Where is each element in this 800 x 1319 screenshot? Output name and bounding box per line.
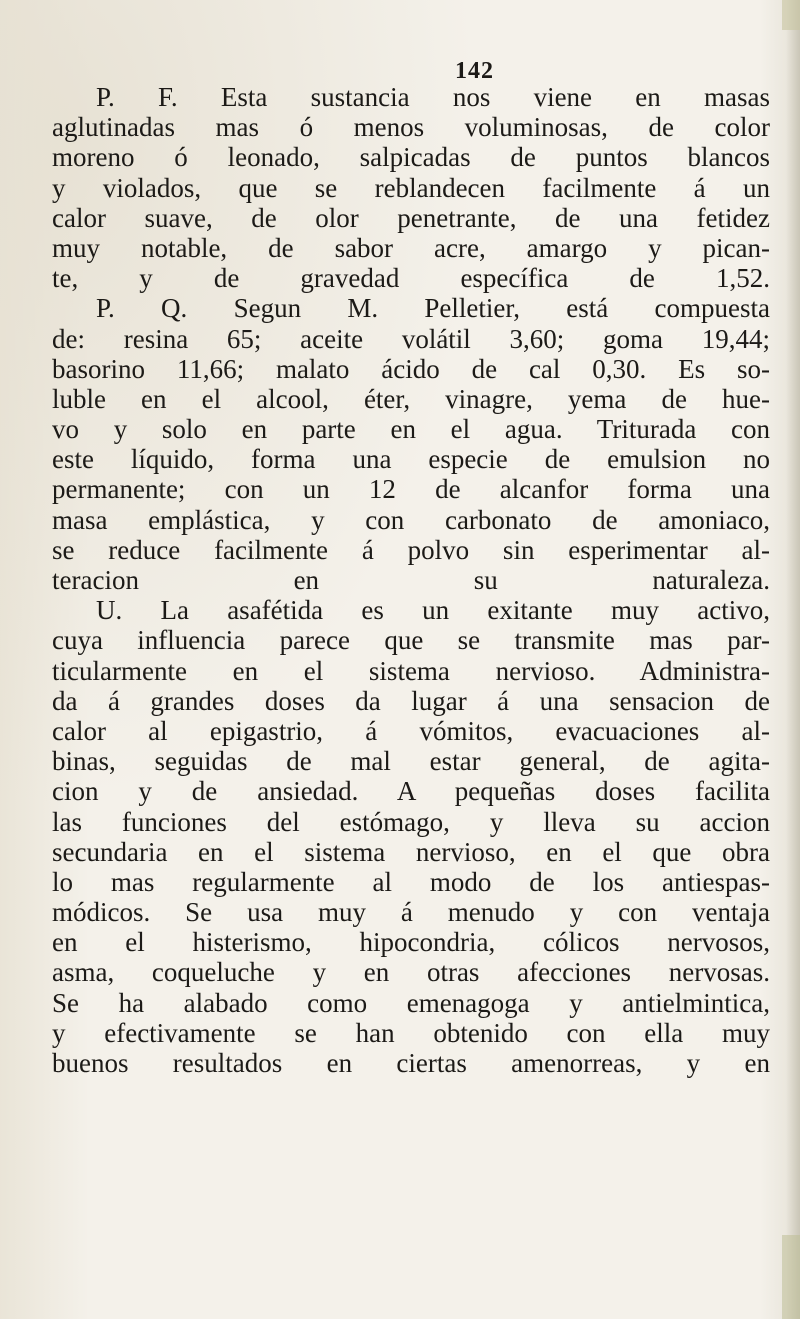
text-line: de: resina 65; aceite volátil 3,60; goma 19,44; — [52, 323, 770, 354]
text-line: calor al epigastrio, á vómitos, evacuaciones al- — [52, 715, 770, 746]
text-line: luble en el alcool, éter, vinagre, yema de hue- — [52, 383, 770, 414]
text-line: cion y de ansiedad. A pequeñas doses facilita — [52, 776, 770, 807]
text-line: asma, coqueluche y en otras afecciones nervosas. — [52, 957, 770, 988]
text-line: masa emplástica, y con carbonato de amoniaco, — [52, 504, 770, 535]
text-line: te, y de gravedad específica de 1,52. — [52, 263, 770, 294]
text-line: vo y solo en parte en el agua. Triturada con — [52, 414, 770, 445]
text-line: las funciones del estómago, y lleva su accion — [52, 806, 770, 837]
text-line: U. La asafétida es un exitante muy activo, — [96, 595, 770, 626]
text-line: basorino 11,66; malato ácido de cal 0,30. Es so- — [52, 353, 770, 384]
text-line: aglutinadas mas ó menos voluminosas, de color — [52, 112, 770, 143]
text-line: Se ha alabado como emenagoga y antielmintica, — [52, 987, 770, 1018]
text-line: y violados, que se reblandecen facilmente á un — [52, 172, 770, 203]
text-line: ticularmente en el sistema nervioso. Administra- — [52, 655, 770, 686]
text-line: P. F. Esta sustancia nos viene en masas — [96, 82, 770, 112]
text-line: da á grandes doses da lugar á una sensacion de — [52, 685, 770, 716]
text-line: y efectivamente se han obtenido con ella muy — [52, 1017, 770, 1048]
page-number: 142 — [455, 58, 494, 84]
text-line: en el histerismo, hipocondria, cólicos nervosos, — [52, 927, 770, 958]
text-line: módicos. Se usa muy á menudo y con ventaja — [52, 897, 770, 928]
paper-stain-bottom — [782, 1235, 800, 1319]
text-line: se reduce facilmente á polvo sin esperimentar al- — [52, 534, 770, 565]
text-line: moreno ó leonado, salpicadas de puntos blancos — [52, 142, 770, 173]
text-line: buenos resultados en ciertas amenorreas, y en — [52, 1048, 770, 1078]
text-line: lo mas regularmente al modo de los antiespas- — [52, 866, 770, 897]
body-text — [52, 82, 770, 1078]
page-edge-shadow — [786, 0, 800, 1319]
text-line: cuya influencia parece que se transmite mas par- — [52, 625, 770, 656]
text-line: secundaria en el sistema nervioso, en el que obra — [52, 836, 770, 867]
text-line: calor suave, de olor penetrante, de una fetidez — [52, 202, 770, 233]
paper-stain-top — [782, 0, 800, 30]
text-line: muy notable, de sabor acre, amargo y pican- — [52, 232, 770, 263]
text-line: binas, seguidas de mal estar general, de agita- — [52, 746, 770, 777]
text-line: teracion en su naturaleza. — [52, 565, 770, 595]
text-line: P. Q. Segun M. Pelletier, está compuesta — [96, 293, 770, 324]
text-line: este líquido, forma una especie de emulsion no — [52, 444, 770, 475]
text-line: permanente; con un 12 de alcanfor forma una — [52, 474, 770, 505]
